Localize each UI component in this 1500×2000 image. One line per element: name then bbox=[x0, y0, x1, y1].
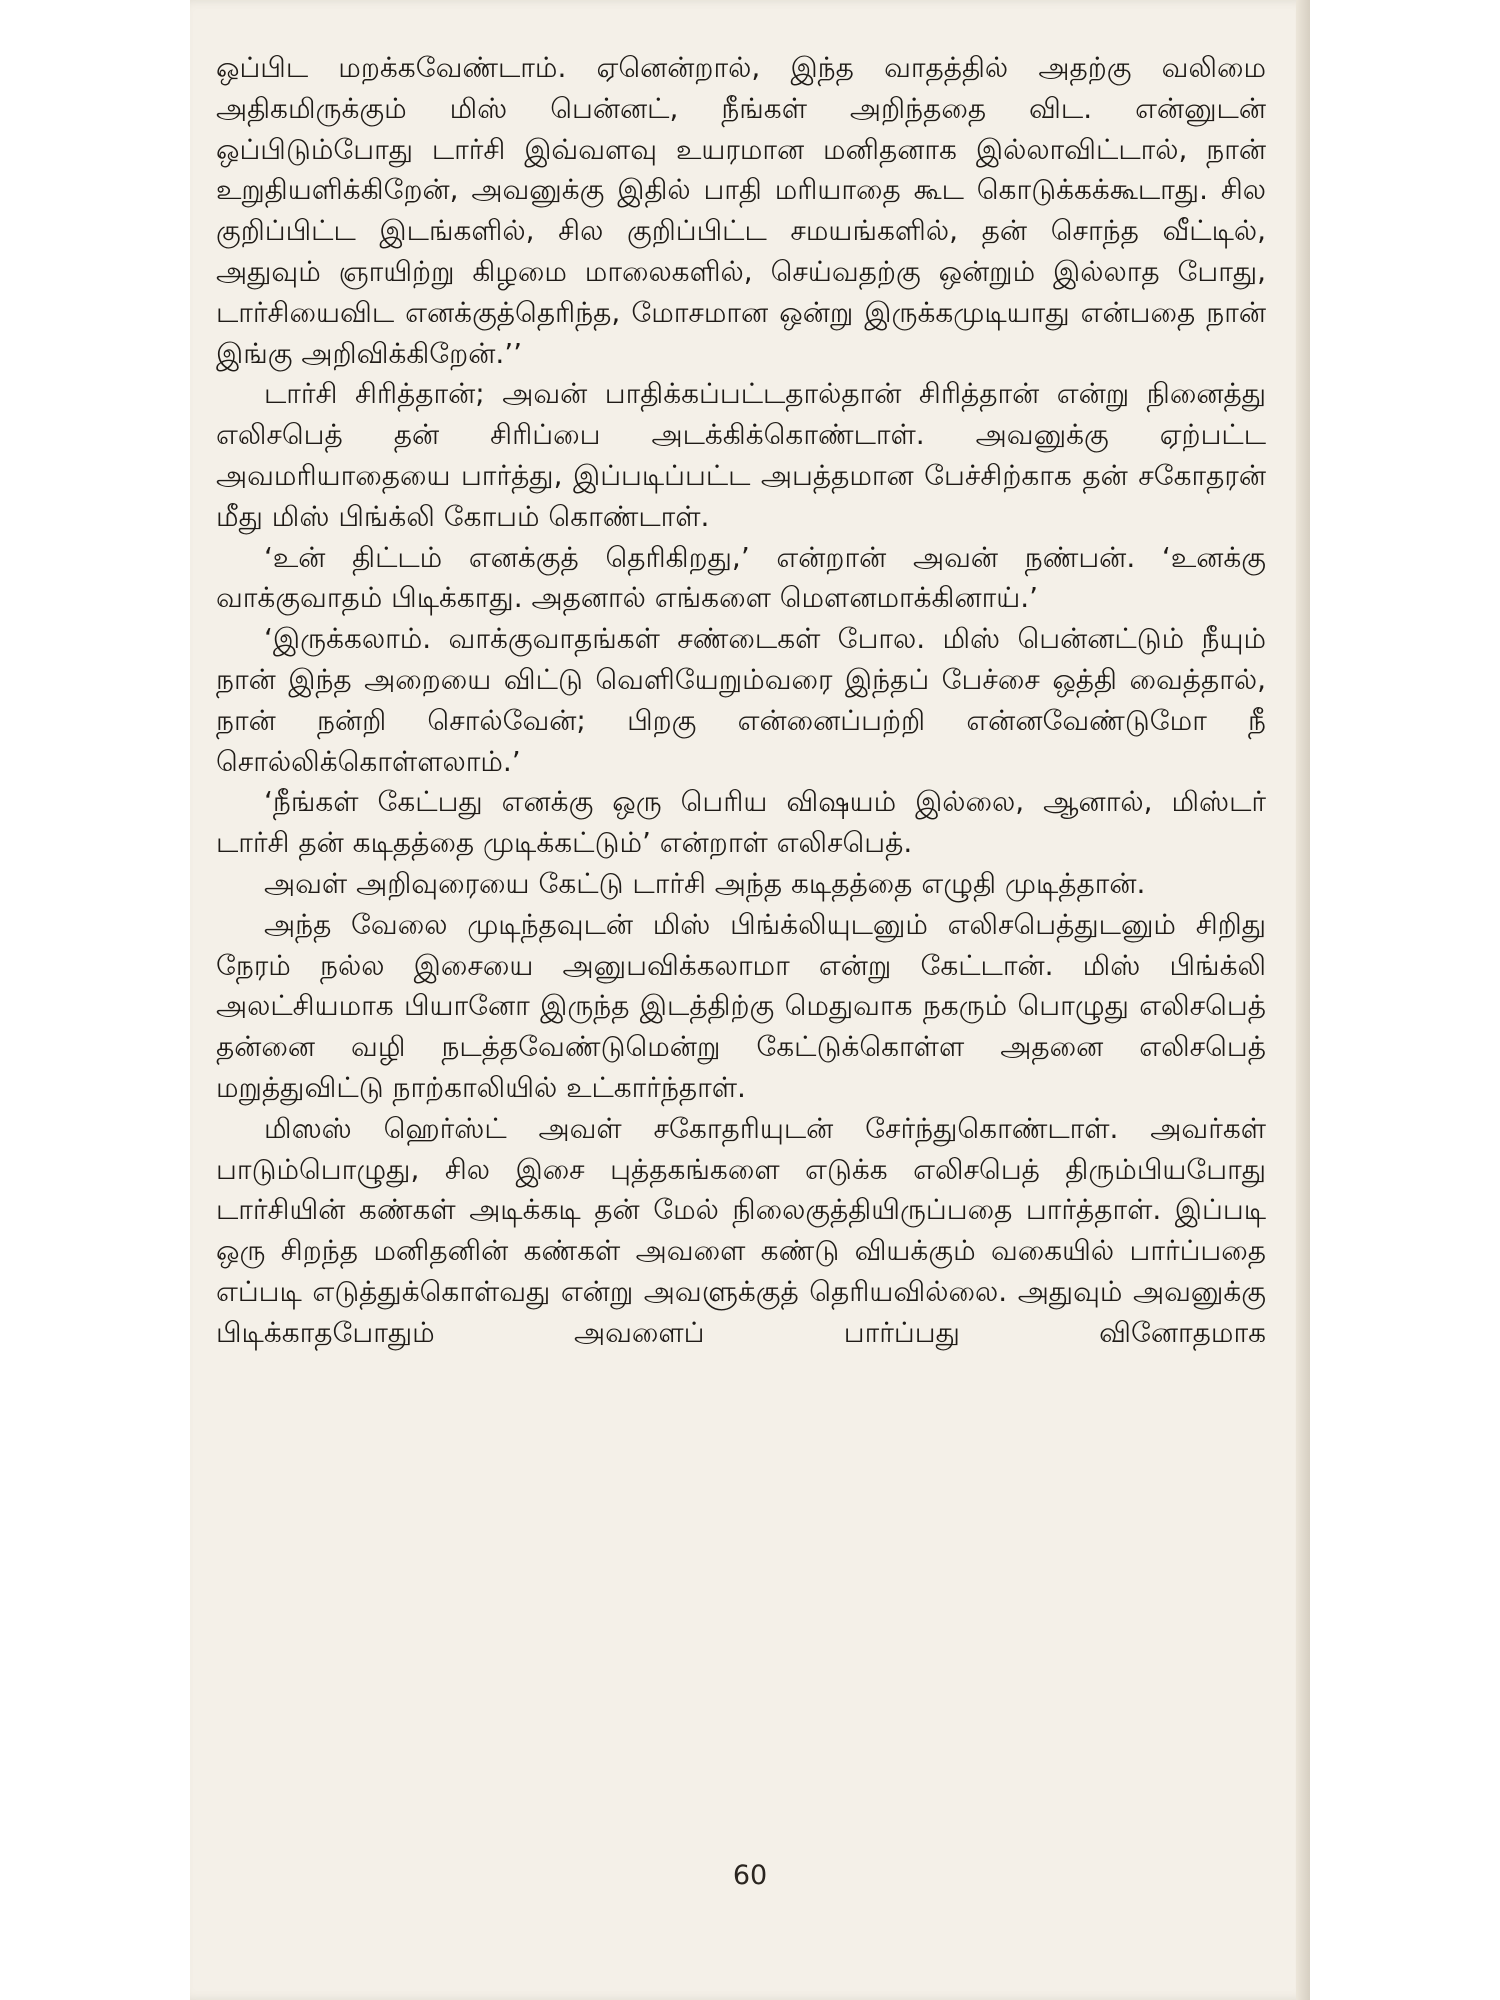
page-number: 60 bbox=[732, 1860, 768, 1891]
paragraph-3: ‘உன் திட்டம் எனக்குத் தெரிகிறது,’ என்றான் அவன் நண்பன். ‘உனக்கு வாக்குவாதம் பிடிக்காது. அதனால் எங்களை மௌனமாக்கினாய்.’ bbox=[216, 540, 1266, 615]
book-page bbox=[190, 0, 1310, 2000]
paragraph-1: ஒப்பிட மறக்கவேண்டாம். ஏனென்றால், இந்த வாதத்தில் அதற்கு வலிமை அதிகமிருக்கும் மிஸ் பென்னட், நீங்கள் அறிந்ததை விட. என்னுடன் ஒப்பிடும்போது டார்சி இவ்வளவு உயரமான மனிதனாக இல்லாவிட்டால், நான் உறுதியளிக்கிறேன், அவனுக்கு இதில் பாதி மரியாதை கூட கொடுக்கக்கூடாது. சில குறிப்பிட்ட இடங்களில், சில குறிப்பிட்ட சமயங்களில், தன் சொந்த வீட்டில், அதுவும் ஞாயிற்று கிழமை மாலைகளில், செய்வதற்கு ஒன்றும் இல்லாத போது, டார்சியைவிட எனக்குத்தெரிந்த, மோசமான ஒன்று இருக்கமுடியாது என்பதை நான் இங்கு அறிவிக்கிறேன்.’’ bbox=[216, 51, 1266, 370]
page-edge-shadow bbox=[1296, 0, 1310, 2000]
body-text bbox=[216, 48, 1266, 1354]
paragraph-8: மிஸஸ் ஹெர்ஸ்ட் அவள் சகோதரியுடன் சேர்ந்துகொண்டாள். அவர்கள் பாடும்பொழுது, சில இசை புத்தகங்களை எடுக்க எலிசபெத் திரும்பியபோது டார்சியின் கண்கள் அடிக்கடி தன் மேல் நிலைகுத்தியிருப்பதை பார்த்தாள். இப்படி ஒரு சிறந்த மனிதனின் கண்கள் அவளை கண்டு வியக்கும் வகையில் பார்ப்பதை எப்படி எடுத்துக்கொள்வது என்று அவளுக்குத் தெரியவில்லை. அதுவும் அவனுக்கு பிடிக்காதபோதும் அவளைப் பார்ப்பது வினோதமாக bbox=[216, 1111, 1266, 1349]
paragraph-4: ‘இருக்கலாம். வாக்குவாதங்கள் சண்டைகள் போல. மிஸ் பென்னட்டும் நீயும் நான் இந்த அறையை விட்டு வெளியேறும்வரை இந்தப் பேச்சை ஒத்தி வைத்தால், நான் நன்றி சொல்வேன்; பிறகு என்னைப்பற்றி என்னவேண்டுமோ நீ சொல்லிக்கொள்ளலாம்.’ bbox=[216, 622, 1266, 778]
paragraph-7: அந்த வேலை முடிந்தவுடன் மிஸ் பிங்க்லியுடனும் எலிசபெத்துடனும் சிறிது நேரம் நல்ல இசையை அனுபவிக்கலாமா என்று கேட்டான். மிஸ் பிங்க்லி அலட்சியமாக பியானோ இருந்த இடத்திற்கு மெதுவாக நகரும் பொழுது எலிசபெத் தன்னை வழி நடத்தவேண்டுமென்று கேட்டுக்கொள்ள அதனை எலிசபெத் மறுத்துவிட்டு நாற்காலியில் உட்கார்ந்தாள். bbox=[216, 907, 1266, 1104]
paragraph-5: ‘நீங்கள் கேட்பது எனக்கு ஒரு பெரிய விஷயம் இல்லை, ஆனால், மிஸ்டர் டார்சி தன் கடிதத்தை முடிக்கட்டும்’ என்றாள் எலிசபெத். bbox=[216, 785, 1266, 860]
paragraph-2: டார்சி சிரித்தான்; அவன் பாதிக்கப்பட்டதால்தான் சிரித்தான் என்று நினைத்து எலிசபெத் தன் சிரிப்பை அடக்கிக்கொண்டாள். அவனுக்கு ஏற்பட்ட அவமரியாதையை பார்த்து, இப்படிப்பட்ட அபத்தமான பேச்சிற்காக தன் சகோதரன் மீது மிஸ் பிங்க்லி கோபம் கொண்டாள். bbox=[216, 377, 1266, 533]
paragraph-6: அவள் அறிவுரையை கேட்டு டார்சி அந்த கடிதத்தை எழுதி முடித்தான். bbox=[264, 866, 1146, 900]
